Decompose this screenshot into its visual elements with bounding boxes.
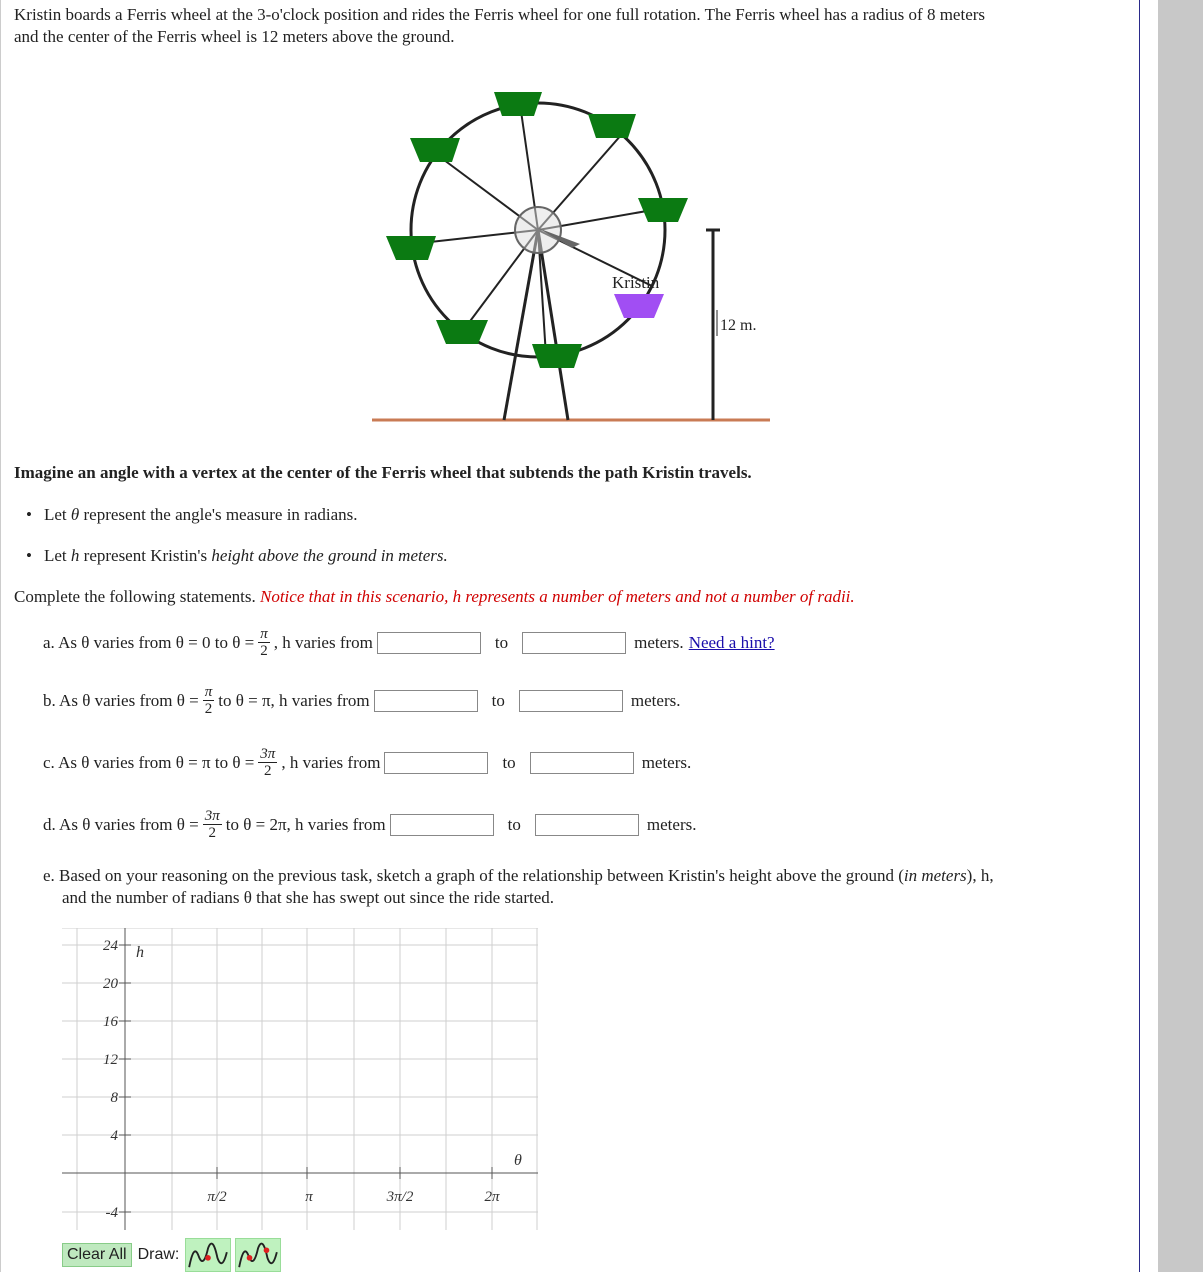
fraction: $\frac{\pi}{2}$ [204, 684, 213, 717]
y-tick-label: 24 [103, 938, 118, 954]
bullet-h: • Let h represent Kristin's height above the ground in meters. [44, 545, 448, 567]
answer-c-from[interactable] [384, 752, 488, 774]
tick-marks [119, 945, 492, 1212]
draw-label: Draw: [137, 1246, 180, 1263]
fraction: $\frac{3\pi}{2}$ [260, 746, 276, 779]
x-tick-label: 3π/2 [386, 1189, 414, 1205]
answer-d-to[interactable] [535, 814, 639, 836]
answer-b-from[interactable] [374, 690, 478, 712]
bullet-theta: • Let θ represent the angle's measure in radians. [44, 504, 358, 526]
hint-link[interactable]: Need a hint? [688, 632, 775, 652]
question-b: b. As θ varies from θ = $\frac{\pi}{2}$ to θ = π, h varies from to meters. [43, 684, 681, 717]
fraction: $\frac{3\pi}{2}$ [204, 808, 220, 841]
support-leg-left [504, 230, 538, 420]
answer-c-to[interactable] [530, 752, 634, 774]
answer-b-to[interactable] [519, 690, 623, 712]
answer-a-from[interactable] [377, 632, 481, 654]
graph-toolbar [62, 1238, 285, 1272]
notice-text: Notice that in this scenario, h represents a number of meters and not a number of radii. [260, 587, 855, 606]
wheel-hub [515, 207, 561, 253]
support-leg-right [538, 230, 568, 420]
kristin-gondola [614, 294, 664, 318]
problem-text-line2: and the center of the Ferris wheel is 12 meters above the ground. [14, 27, 455, 46]
y-axis-label: h [136, 944, 144, 961]
clear-all-button[interactable]: Clear All [62, 1243, 132, 1267]
draw-wave-tool-icon[interactable] [185, 1238, 231, 1272]
page-border [0, 0, 1, 1272]
instructions: Complete the following statements. Notice that in this scenario, h represents a number of meters and not a number of radii. [14, 587, 855, 606]
y-tick-label: 16 [103, 1014, 118, 1030]
intro-heading: Imagine an angle with a vertex at the center of the Ferris wheel that subtends the path Kristin travels. [14, 463, 752, 482]
height-label: 12 m. [720, 317, 757, 334]
question-e-line1: e. Based on your reasoning on the previous task, sketch a graph of the relationship between Kristin's height above the ground (in meters), h, [43, 866, 994, 885]
x-tick-label: 2π [484, 1189, 500, 1205]
answer-a-to[interactable] [522, 632, 626, 654]
y-tick-label: 8 [110, 1090, 118, 1106]
question-a: a. As θ varies from θ = 0 to θ = $\frac{\pi}{2}$ , h varies from to meters. Need a hint? [43, 626, 775, 659]
x-tick-label: π [305, 1189, 313, 1205]
answer-d-from[interactable] [390, 814, 494, 836]
grid-lines [62, 928, 538, 1230]
y-tick-label: 12 [103, 1052, 118, 1068]
problem-text-line1: Kristin boards a Ferris wheel at the 3-o'clock position and rides the Ferris wheel for one full rotation. The Ferris wheel has a radius of 8 meters [14, 5, 986, 24]
vertical-scrollbar[interactable] [1158, 0, 1203, 1272]
y-tick-label: 4 [110, 1128, 118, 1144]
x-tick-label: π/2 [207, 1189, 227, 1205]
draw-wave-tool-2-icon[interactable] [235, 1238, 281, 1272]
question-c: c. As θ varies from θ = π to θ = $\frac{3\pi}{2}$ , h varies from to meters. [43, 746, 692, 779]
y-tick-label: -4 [105, 1205, 118, 1221]
sketch-graph[interactable] [62, 928, 538, 1230]
question-e-line2: and the number of radians θ that she has swept out since the ride started. [62, 888, 555, 907]
question-d: d. As θ varies from θ = $\frac{3\pi}{2}$ to θ = 2π, h varies from to meters. [43, 808, 697, 841]
y-tick-label: 20 [103, 976, 118, 992]
fraction: $\frac{\pi}{2}$ [260, 626, 268, 659]
x-axis-label: θ [514, 1152, 522, 1169]
ferris-wheel-figure [372, 68, 772, 424]
kristin-label: Kristin [612, 273, 660, 292]
